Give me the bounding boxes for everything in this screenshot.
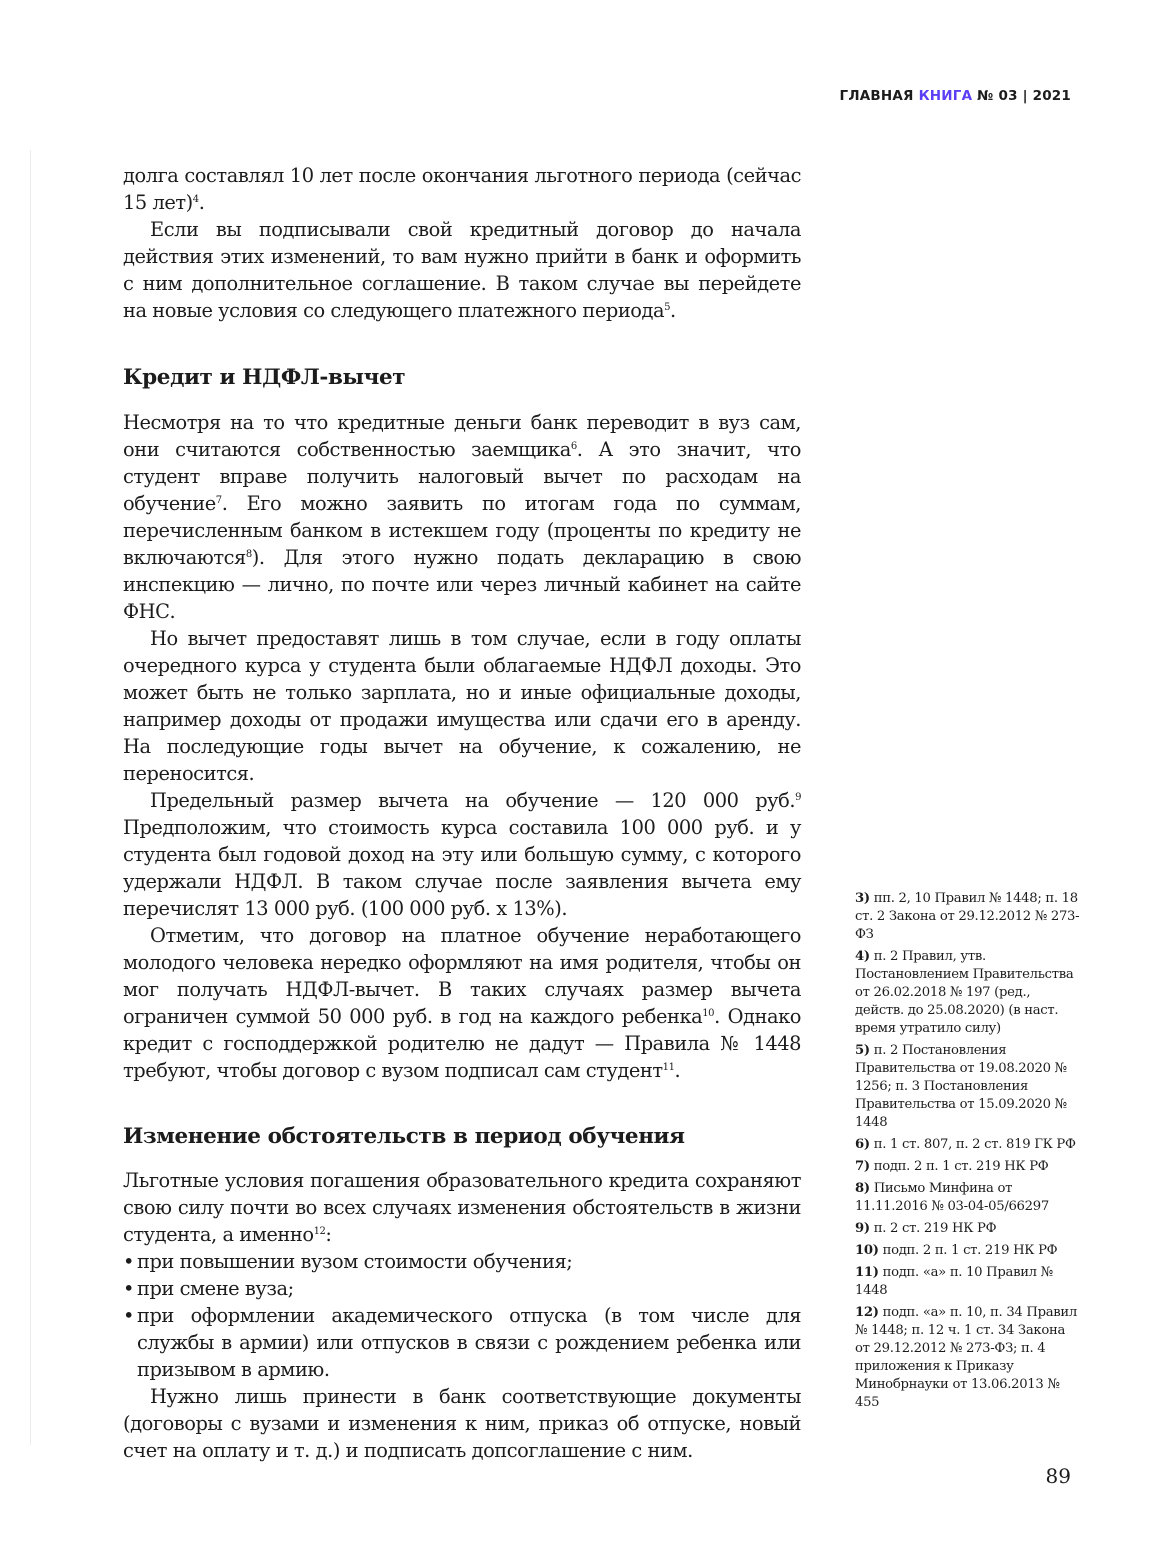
paragraph: Если вы подписывали свой кредитный договор до начала действия этих изменений, то вам нужно прийти в банк и оформить с ним дополнительное соглашение. В таком случае вы перейдете на новые условия со следующего платежного периода$^5$. <box>123 218 801 322</box>
main-column <box>123 162 801 1464</box>
paragraph: Отметим, что договор на платное обучение неработающего молодого человека нередко оформляют на имя родителя, чтобы он мог получать НДФЛ-вычет. В таких случаях размер вычета ограничен суммой 50 000 руб. в год на каждого ребенка$^{10}$. Однако кредит с господдержкой родителю не дадут — Правила № 1448 требуют, чтобы договор с вузом подписал сам студент$^{11}$. <box>123 924 802 1082</box>
list-item: • при смене вуза; <box>123 1277 294 1300</box>
footnote: 6) п. 1 ст. 807, п. 2 ст. 819 ГК РФ <box>855 1137 1076 1152</box>
footnote: 3) пп. 2, 10 Правил № 1448; п. 18 ст. 2 Закона от 29.12.2012 № 273-ФЗ <box>855 891 1080 942</box>
footnote-ref: 5 <box>664 302 671 313</box>
issue-number: № 03 | 2021 <box>977 88 1071 104</box>
footnote-ref: 7 <box>215 495 222 506</box>
section-heading-credit: Кредит и НДФЛ-вычет <box>123 365 406 390</box>
footnotes-column <box>855 890 1080 1416</box>
paragraph: Льготные условия погашения образовательного кредита сохраняют свою силу почти во всех случаях изменения обстоятельств в жизни студента, а именно$^{12}$: <box>123 1169 801 1246</box>
footnote: 10) подп. 2 п. 1 ст. 219 НК РФ <box>855 1243 1058 1258</box>
running-header <box>840 88 1071 104</box>
footnote-ref: 12 <box>313 1226 326 1237</box>
footnote: 5) п. 2 Постановления Правительства от 19.08.2020 № 1256; п. 3 Постановления Правительства от 15.09.2020 № 1448 <box>855 1043 1067 1130</box>
page-number: 89 <box>1045 1464 1071 1488</box>
paragraph: Но вычет предоставят лишь в том случае, если в году оплаты очередного курса у студента были облагаемые НДФЛ доходы. Это может быть не только зарплата, но и иные официальные доходы, например доходы от продажи имущества или сдачи его в аренду. На последующие годы вычет на обучение, к сожалению, не переносится. <box>123 627 801 785</box>
brand-name-part2: КНИГА <box>918 88 973 104</box>
bullet-icon: • <box>123 1304 134 1327</box>
footnote-ref: 10 <box>702 1008 715 1019</box>
paragraph: Нужно лишь принести в банк соответствующие документы (договоры с вузами и изменения к ним, приказ об отпуске, новый счет на оплату и т. д.) и подписать допсоглашение с ним. <box>123 1385 801 1462</box>
section-heading-changes: Изменение обстоятельств в период обучения <box>123 1124 685 1149</box>
footnote: 9) п. 2 ст. 219 НК РФ <box>855 1221 997 1236</box>
bullet-icon: • <box>123 1277 134 1300</box>
list-item: • при оформлении академического отпуска (в том числе для службы в армии) или отпусков в связи с рождением ребенка или призывом в армию. <box>123 1304 801 1381</box>
footnote-ref: 4 <box>192 194 199 205</box>
bullet-icon: • <box>123 1250 134 1273</box>
paragraph: Предельный размер вычета на обучение — 120 000 руб.$^9$ Предположим, что стоимость курса составила 100 000 руб. и у студента был годовой доход на эту или большую сумму, с которого удержали НДФЛ. В таком случае после заявления вычета ему перечислят 13 000 руб. (100 000 руб. х 13%). <box>123 789 801 920</box>
bullet-list <box>123 1248 801 1383</box>
footnote: 4) п. 2 Правил, утв. Постановлением Правительства от 26.02.2018 № 197 (ред., действ. до 25.08.2020) (в наст. время утратило силу) <box>855 949 1074 1036</box>
footnote: 7) подп. 2 п. 1 ст. 219 НК РФ <box>855 1159 1049 1174</box>
brand-name-part1: ГЛАВНАЯ <box>839 88 914 104</box>
footnote: 11) подп. «а» п. 10 Правил № 1448 <box>855 1265 1053 1298</box>
paragraph: Несмотря на то что кредитные деньги банк переводит в вуз сам, они считаются собственностью заемщика$^6$. А это значит, что студент вправе получить налоговый вычет по расходам на обучение$^7$. Его можно заявить по итогам года по суммам, перечисленным банком в истекшем году (проценты по кредиту не включаются$^8$). Для этого нужно подать декларацию в свою инспекцию — лично, по почте или через личный кабинет на сайте ФНС. <box>123 411 801 623</box>
footnote-ref: 11 <box>662 1062 675 1073</box>
footnote: 8) Письмо Минфина от 11.11.2016 № 03-04-05/66297 <box>855 1181 1049 1214</box>
footnote-ref: 9 <box>795 792 801 803</box>
footnote: 12) подп. «а» п. 10, п. 34 Правил № 1448; п. 12 ч. 1 ст. 34 Закона от 29.12.2012 № 273-ФЗ; п. 4 приложения к Приказу Минобрнауки от 13.06.2013 № 455 <box>855 1305 1078 1410</box>
footnote-ref: 8 <box>245 549 252 560</box>
footnote-ref: 6 <box>570 441 577 452</box>
list-item: • при повышении вузом стоимости обучения; <box>123 1250 573 1273</box>
paragraph: долга составлял 10 лет после окончания льготного периода (сейчас 15 лет)$^4$. <box>123 164 801 214</box>
page-edge-rule <box>30 150 31 1445</box>
